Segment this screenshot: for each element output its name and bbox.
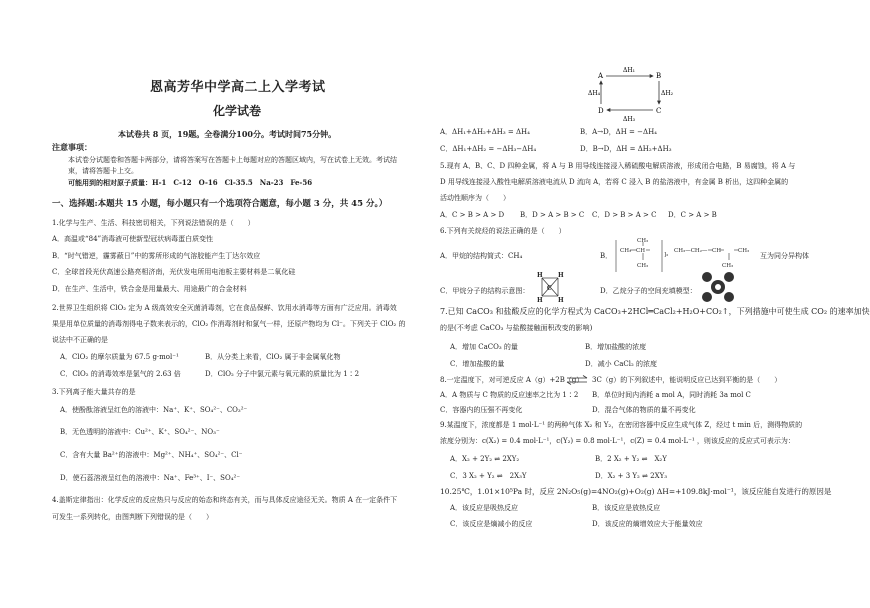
dh2-label: ΔH₂ (661, 90, 673, 97)
q7-option-a: A．增加 CaCO₃ 的量 (450, 343, 518, 351)
svg-text:H: H (537, 272, 543, 279)
q7-option-b: B．增加盐酸的浓度 (585, 343, 647, 351)
q8-option-a: A．A 物质与 C 物质的反应速率之比为 1∶2 (440, 391, 579, 399)
q2-option-b: B．从分类上来看，ClO₂ 属于非金属氧化物 (205, 353, 341, 361)
svg-text:CH₃: CH₃ (738, 248, 750, 254)
q5-option-b: B．D > A > B > C (520, 211, 585, 219)
q3-option-d: D．使石蕊溶液呈红色的溶液中：Na⁺、Fe³⁺、I⁻、SO₄²⁻ (60, 474, 241, 482)
q10-option-c: C．该反应是熵减小的反应 (450, 520, 533, 528)
q1-stem: 1.化学与生产、生活、科技密切相关，下列说法错误的是（ ） (52, 219, 255, 227)
q3-option-a: A．使酚酞溶液呈红色的溶液中：Na⁺、K⁺、SO₄²⁻、CO₃²⁻ (60, 406, 248, 414)
q5-stem-line-3: 活动性顺序为（ ） (440, 194, 510, 202)
notice-line-1: 本试卷分试题卷和答题卡两部分，请将答案写在答题卡上每题对应的答题区域内，写在试卷上无效。考试结 (68, 156, 397, 164)
q10-option-a: A．该反应是吸热反应 (450, 504, 519, 512)
section-1-heading: 一、选择题:本题共 15 小题，每小题只有一个选项符合题意，每小题 3 分，共 45 分。） (52, 199, 388, 209)
svg-text:H: H (558, 272, 564, 279)
q2-option-d: D．ClO₂ 分子中氯元素与氧元素的质量比为 1∶2 (205, 370, 360, 378)
svg-text:H: H (537, 297, 543, 304)
q7-option-d: D．减小 CaCl₂ 的浓度 (585, 360, 657, 368)
q7-stem-line-1: 7.已知 CaCO₃ 和盐酸反应的化学方程式为 CaCO₃+2HCl═CaCl₂+H₂O+CO₂↑，下列措施中可使生成 CO₂ 的速率加快 (440, 307, 870, 316)
q6-stem: 6.下列有关烷烃的说法正确的是（ ） (440, 227, 566, 235)
q3-stem: 3.下列离子能大量共存的是 (52, 388, 136, 396)
q9-stem-line-1: 9.某温度下，浓度都是 1 mol·L⁻¹ 的两种气体 X₂ 和 Y₂，在密闭容器中反应生成气体 Z，经过 t min 后，测得物质的 (440, 421, 803, 429)
q6-option-d: D．乙烷分子的空间充填模型： (600, 287, 697, 295)
q10-option-d: D．该反应的熵增效应大于能量效应 (592, 520, 703, 528)
exam-info: 本试卷共 8 页，19题。全卷满分100分。考试时间75分钟。 (118, 129, 337, 139)
q2-option-a: A．ClO₂ 的摩尔质量为 67.5 g·mol⁻¹ (60, 353, 179, 361)
q2-stem-line-2: 果是用单位质量的消毒剂得电子数来表示的，ClO₂ 作消毒剂时和氯气一样，还原产物均为 Cl⁻。下列关于 ClO₂ 的 (52, 320, 406, 328)
svg-text:CH₃: CH₃ (637, 238, 649, 244)
svg-text:CH₃—CH₂—: CH₃—CH₂— (674, 248, 708, 254)
svg-text:]₂: ]₂ (664, 252, 669, 258)
q5-option-a: A．C > B > A > D (440, 211, 505, 219)
q6-option-b-prefix: B． (600, 252, 613, 260)
q8-option-d: D．混合气体的物质的量不再变化 (592, 406, 696, 414)
svg-text:C: C (547, 285, 552, 292)
q1-option-b: B．“时气错逆，霾雾蔽日”中的雾所形成的气溶胶能产生丁达尔效应 (52, 252, 261, 260)
q2-stem-line-1: 2.世界卫生组织将 ClO₂ 定为 A 级高效安全灭菌消毒剂，它在食品保鲜、饮用水消毒等方面有广泛应用。消毒效 (52, 304, 397, 312)
q6-option-a: A．甲烷的结构简式：CH₄ (440, 252, 523, 260)
q9-option-a: A．X₂ + 2Y₂ ⇌ 2XY₂ (450, 455, 520, 463)
node-c-label: C (656, 107, 662, 115)
methane-structure-diagram (534, 270, 566, 304)
q1-option-c: C．全球首段光伏高速公路亮相济南，光伏发电所用电池板主要材料是二氧化硅 (52, 268, 296, 276)
q4-option-a: A．ΔH₁+ΔH₂+ΔH₃ = ΔH₄ (440, 128, 530, 136)
q5-option-c: C．D > B > A > C (592, 211, 657, 219)
svg-text:CH₃: CH₃ (637, 263, 649, 269)
q4-option-b: B．A→D，ΔH = −ΔH₄ (580, 128, 657, 136)
isomer-structures-figure (612, 238, 762, 274)
q1-option-a: A．高温或“84”消毒液可使新型冠状病毒蛋白质变性 (52, 235, 214, 243)
q1-option-d: D．在生产、生活中，铁合金是用量最大、用途最广的合金材料 (52, 285, 247, 293)
q9-option-d: D．X₂ + 3 Y₂ ⇌ 2XY₃ (595, 472, 668, 480)
q4-option-c: C．ΔH₁+ΔH₂ = −ΔH₃−ΔH₄ (440, 145, 537, 153)
q8-stem-part-1: 8.一定温度下，对可逆反应 A（g）+2B（g） (440, 376, 584, 384)
dh4-label: ΔH₄ (588, 90, 600, 97)
q9-option-b: B．2 X₂ + Y₂ ⇌ X₂Y (595, 455, 667, 463)
q5-option-d: D．C > A > B (668, 211, 717, 219)
exam-title: 恩高芳华中学高二上入学考试 (150, 80, 326, 95)
node-a-label: A (598, 72, 604, 80)
dh1-label: ΔH₁ (623, 67, 635, 74)
hess-cycle-diagram (588, 66, 673, 124)
q8-stem-part-2: 3C（g）的下列叙述中，能说明反应已达到平衡的是（ ） (592, 376, 782, 384)
q4-option-d: D．B→D，ΔH = ΔH₂+ΔH₃ (580, 145, 672, 153)
q6-option-b-suffix: 互为同分异构体 (760, 252, 809, 260)
q3-option-b: B．无色透明的溶液中：Cu²⁺、K⁺、SO₄²⁻、NO₃⁻ (60, 428, 220, 436)
q4-stem-line-2: 可发生一系列转化，由图判断下列错误的是（ ） (52, 513, 213, 521)
q4-stem-line-1: 4.盖斯定律指出：化学反应的反应热只与反应的始态和终态有关，而与具体反应途径无关。物质 A 在一定条件下 (52, 496, 398, 504)
ethane-space-filling-model (700, 270, 736, 304)
svg-text:CH: CH (636, 248, 646, 254)
node-b-label: B (656, 72, 662, 80)
q10-option-b: B．该反应是放热反应 (592, 504, 661, 512)
q8-option-c: C．容器内的压强不再变化 (440, 406, 523, 414)
atomic-masses: 可能用到的相对原子质量：H-1 C-12 O-16 Cl-35.5 Na-23 Fe-56 (68, 178, 313, 187)
q9-stem-line-2: 浓度分别为：c(X₂) = 0.4 mol·L⁻¹，c(Y₂) = 0.8 mol·L⁻¹，c(Z) = 0.4 mol·L⁻¹ ，则该反应的反应式可表示为： (440, 437, 795, 445)
q6-option-c: C．甲烷分子的结构示意图： (440, 287, 530, 295)
reversible-arrow-icon (566, 375, 588, 385)
q5-stem-line-1: 5.现有 A、B、C、D 四种金属，将 A 与 B 用导线连接浸入稀硫酸电解质溶液，形成闭合电路，B 易腐蚀，将 A 与 (440, 162, 796, 170)
q3-option-c: C．含有大量 Ba²⁺的溶液中：Mg²⁺、NH₄⁺、SO₄²⁻、Cl⁻ (60, 451, 243, 459)
q7-stem-line-2: 的是(不考虑 CaCO₃ 与盐酸接触面积改变的影响) (440, 324, 593, 332)
svg-text:CH₃: CH₃ (722, 263, 734, 269)
q10-stem: 10.25℃，1.01×10⁵Pa 时，反应 2N₂O₅(g)=4NO₂(g)+O₂(g) ΔH=+109.8kJ·mol⁻¹，该反应能自发进行的原因是 (440, 487, 832, 496)
dh3-label: ΔH₃ (623, 116, 635, 123)
notice-line-2: 束，请将答题卡上交。 (68, 167, 138, 175)
svg-text:CH: CH (712, 248, 722, 254)
svg-text:CH₃: CH₃ (620, 248, 632, 254)
node-d-label: D (598, 107, 604, 115)
q9-option-c: C．3 X₂ + Y₂ ⇌ 2X₃Y (450, 472, 527, 480)
exam-subtitle: 化学试卷 (213, 104, 262, 118)
q2-option-c: C．ClO₂ 的消毒效率是氯气的 2.63 倍 (60, 370, 181, 378)
q2-stem-line-3: 说法中不正确的是 (52, 336, 108, 344)
q8-option-b: B．单位时间内消耗 a mol A，同时消耗 3a mol C (592, 391, 751, 399)
q7-option-c: C．增加盐酸的量 (450, 360, 505, 368)
q5-stem-line-2: D 用导线连接浸入酸性电解质溶液电流从 D 流向 A，若将 C 浸入 B 的盐溶液中，有金属 B 析出，这四种金属的 (440, 178, 789, 186)
svg-text:H: H (558, 297, 564, 304)
notice-title: 注意事项： (52, 142, 92, 152)
